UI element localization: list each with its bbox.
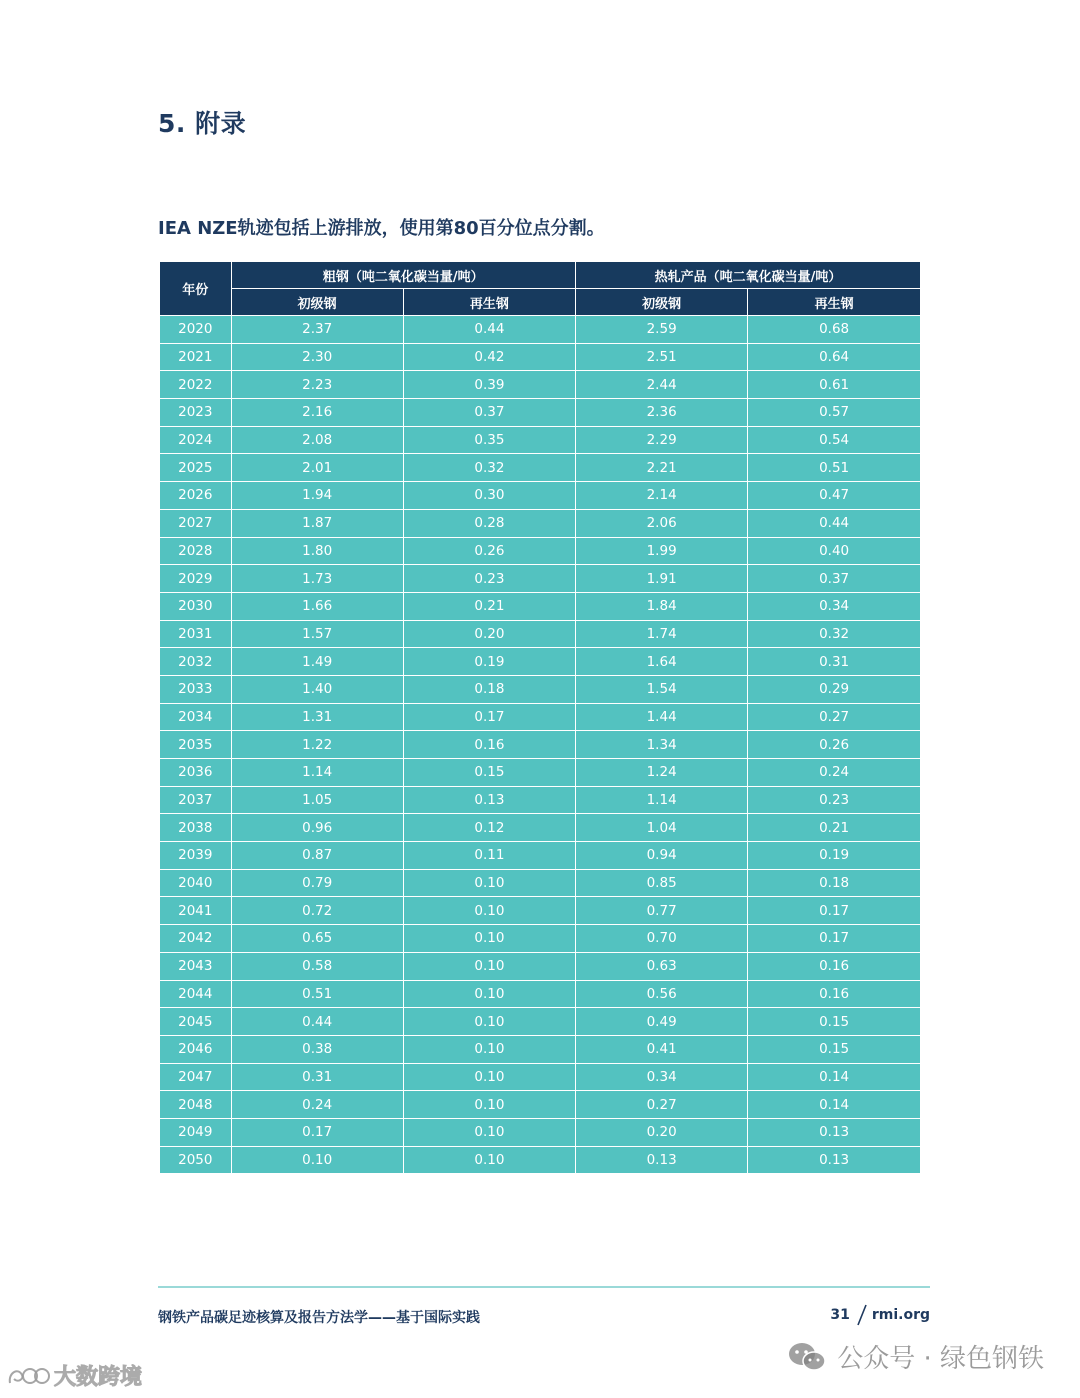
cell-hot-rolled-primary: 0.34 <box>576 1063 748 1091</box>
cell-hot-rolled-primary: 1.14 <box>576 786 748 814</box>
table-row <box>160 343 920 371</box>
section-title: 5. 附录 <box>158 109 247 138</box>
cell-crude-primary: 1.87 <box>231 509 403 537</box>
table-row <box>160 620 920 648</box>
cell-hot-rolled-secondary: 0.32 <box>748 620 920 648</box>
cell-hot-rolled-secondary: 0.19 <box>748 842 920 870</box>
cell-crude-secondary: 0.10 <box>403 869 575 897</box>
cell-crude-primary: 0.31 <box>231 1063 403 1091</box>
footer-divider <box>158 1286 930 1288</box>
cell-crude-primary: 2.30 <box>231 343 403 371</box>
cell-year: 2026 <box>160 482 231 510</box>
cell-year: 2027 <box>160 509 231 537</box>
cell-crude-primary: 1.57 <box>231 620 403 648</box>
cell-crude-secondary: 0.28 <box>403 509 575 537</box>
sub-header-hot-rolled-primary: 初级钢 <box>576 289 748 316</box>
sub-header-crude-primary: 初级钢 <box>231 289 403 316</box>
cell-hot-rolled-primary: 2.51 <box>576 343 748 371</box>
table-row <box>160 703 920 731</box>
table-row <box>160 1118 920 1146</box>
cell-crude-primary: 2.16 <box>231 399 403 427</box>
cell-year: 2045 <box>160 1008 231 1036</box>
table-row <box>160 509 920 537</box>
cell-hot-rolled-primary: 0.85 <box>576 869 748 897</box>
cell-hot-rolled-primary: 0.77 <box>576 897 748 925</box>
cell-year: 2024 <box>160 426 231 454</box>
cell-hot-rolled-secondary: 0.16 <box>748 952 920 980</box>
cell-hot-rolled-primary: 1.54 <box>576 675 748 703</box>
cell-year: 2029 <box>160 565 231 593</box>
cell-hot-rolled-primary: 2.44 <box>576 371 748 399</box>
wechat-account-text: 公众号 · 绿色钢铁 <box>837 1344 1044 1374</box>
brand-text: 大数跨境 <box>54 1365 143 1390</box>
cell-hot-rolled-primary: 2.06 <box>576 509 748 537</box>
cell-crude-secondary: 0.10 <box>403 1091 575 1119</box>
cell-year: 2021 <box>160 343 231 371</box>
table-row <box>160 869 920 897</box>
cell-year: 2042 <box>160 925 231 953</box>
footer-doc-title: 钢铁产品碳足迹核算及报告方法学——基于国际实践 <box>158 1310 480 1326</box>
cell-hot-rolled-primary: 0.20 <box>576 1118 748 1146</box>
cell-crude-secondary: 0.12 <box>403 814 575 842</box>
cell-crude-secondary: 0.20 <box>403 620 575 648</box>
cell-crude-secondary: 0.18 <box>403 675 575 703</box>
table-row <box>160 897 920 925</box>
cell-hot-rolled-primary: 2.36 <box>576 399 748 427</box>
cell-crude-primary: 0.38 <box>231 1035 403 1063</box>
cell-hot-rolled-primary: 1.64 <box>576 648 748 676</box>
brand-logo-icon <box>6 1363 50 1389</box>
cell-crude-secondary: 0.42 <box>403 343 575 371</box>
cell-crude-secondary: 0.10 <box>403 1008 575 1036</box>
cell-crude-primary: 2.23 <box>231 371 403 399</box>
cell-crude-primary: 0.24 <box>231 1091 403 1119</box>
cell-year: 2038 <box>160 814 231 842</box>
cell-crude-primary: 1.94 <box>231 482 403 510</box>
cell-hot-rolled-primary: 2.14 <box>576 482 748 510</box>
slash-divider-icon <box>856 1304 868 1326</box>
sub-header-hot-rolled-secondary: 再生钢 <box>748 289 920 316</box>
table-row <box>160 592 920 620</box>
cell-year: 2030 <box>160 592 231 620</box>
wechat-watermark <box>787 1338 1044 1375</box>
cell-hot-rolled-secondary: 0.31 <box>748 648 920 676</box>
cell-year: 2020 <box>160 316 231 344</box>
table-row <box>160 731 920 759</box>
table-row <box>160 814 920 842</box>
cell-hot-rolled-secondary: 0.61 <box>748 371 920 399</box>
cell-hot-rolled-secondary: 0.54 <box>748 426 920 454</box>
cell-hot-rolled-primary: 0.41 <box>576 1035 748 1063</box>
cell-hot-rolled-secondary: 0.29 <box>748 675 920 703</box>
cell-hot-rolled-secondary: 0.51 <box>748 454 920 482</box>
cell-hot-rolled-secondary: 0.68 <box>748 316 920 344</box>
table-row <box>160 399 920 427</box>
cell-crude-primary: 2.01 <box>231 454 403 482</box>
cell-crude-primary: 1.80 <box>231 537 403 565</box>
table-row <box>160 1035 920 1063</box>
table-row <box>160 1063 920 1091</box>
cell-hot-rolled-primary: 1.74 <box>576 620 748 648</box>
cell-year: 2048 <box>160 1091 231 1119</box>
cell-hot-rolled-primary: 2.29 <box>576 426 748 454</box>
cell-crude-primary: 0.17 <box>231 1118 403 1146</box>
cell-crude-primary: 1.31 <box>231 703 403 731</box>
footer-page-info <box>830 1304 930 1326</box>
cell-hot-rolled-primary: 0.63 <box>576 952 748 980</box>
cell-year: 2050 <box>160 1146 231 1173</box>
cell-year: 2037 <box>160 786 231 814</box>
cell-crude-secondary: 0.17 <box>403 703 575 731</box>
cell-crude-primary: 1.73 <box>231 565 403 593</box>
cell-year: 2047 <box>160 1063 231 1091</box>
cell-crude-primary: 1.66 <box>231 592 403 620</box>
cell-crude-secondary: 0.30 <box>403 482 575 510</box>
cell-year: 2039 <box>160 842 231 870</box>
cell-year: 2031 <box>160 620 231 648</box>
cell-crude-primary: 0.51 <box>231 980 403 1008</box>
cell-crude-secondary: 0.23 <box>403 565 575 593</box>
wechat-icon <box>787 1341 827 1373</box>
cell-crude-secondary: 0.10 <box>403 925 575 953</box>
table-row <box>160 482 920 510</box>
table-row <box>160 1146 920 1173</box>
cell-crude-primary: 1.40 <box>231 675 403 703</box>
cell-crude-primary: 0.44 <box>231 1008 403 1036</box>
table-row <box>160 537 920 565</box>
table-row <box>160 842 920 870</box>
cell-hot-rolled-primary: 1.91 <box>576 565 748 593</box>
cell-hot-rolled-primary: 0.94 <box>576 842 748 870</box>
cell-hot-rolled-secondary: 0.64 <box>748 343 920 371</box>
cell-hot-rolled-primary: 1.99 <box>576 537 748 565</box>
emissions-table <box>160 261 920 1173</box>
table-row <box>160 786 920 814</box>
cell-year: 2043 <box>160 952 231 980</box>
cell-hot-rolled-primary: 2.21 <box>576 454 748 482</box>
group-header-crude-steel: 粗钢（吨二氧化碳当量/吨） <box>231 262 575 289</box>
cell-hot-rolled-primary: 0.70 <box>576 925 748 953</box>
cell-hot-rolled-primary: 0.13 <box>576 1146 748 1173</box>
cell-hot-rolled-secondary: 0.34 <box>748 592 920 620</box>
cell-hot-rolled-secondary: 0.37 <box>748 565 920 593</box>
cell-year: 2034 <box>160 703 231 731</box>
cell-hot-rolled-primary: 1.44 <box>576 703 748 731</box>
cell-crude-primary: 1.22 <box>231 731 403 759</box>
table-row <box>160 565 920 593</box>
cell-hot-rolled-secondary: 0.15 <box>748 1035 920 1063</box>
cell-hot-rolled-secondary: 0.17 <box>748 897 920 925</box>
cell-hot-rolled-secondary: 0.13 <box>748 1118 920 1146</box>
table-row <box>160 759 920 787</box>
cell-crude-secondary: 0.11 <box>403 842 575 870</box>
cell-crude-secondary: 0.10 <box>403 1146 575 1173</box>
cell-year: 2040 <box>160 869 231 897</box>
cell-crude-primary: 0.72 <box>231 897 403 925</box>
table-row <box>160 952 920 980</box>
cell-crude-primary: 1.49 <box>231 648 403 676</box>
cell-crude-secondary: 0.21 <box>403 592 575 620</box>
cell-crude-secondary: 0.10 <box>403 1035 575 1063</box>
table-row <box>160 675 920 703</box>
cell-hot-rolled-secondary: 0.13 <box>748 1146 920 1173</box>
cell-crude-secondary: 0.26 <box>403 537 575 565</box>
cell-crude-secondary: 0.44 <box>403 316 575 344</box>
cell-crude-secondary: 0.10 <box>403 952 575 980</box>
cell-crude-primary: 1.14 <box>231 759 403 787</box>
page-number: 31 <box>830 1307 850 1323</box>
cell-crude-secondary: 0.19 <box>403 648 575 676</box>
table-row <box>160 925 920 953</box>
cell-hot-rolled-primary: 0.56 <box>576 980 748 1008</box>
cell-crude-primary: 0.10 <box>231 1146 403 1173</box>
cell-crude-primary: 0.96 <box>231 814 403 842</box>
sub-header-crude-secondary: 再生钢 <box>403 289 575 316</box>
table-row <box>160 454 920 482</box>
table-row <box>160 980 920 1008</box>
cell-hot-rolled-secondary: 0.44 <box>748 509 920 537</box>
cell-crude-secondary: 0.39 <box>403 371 575 399</box>
cell-hot-rolled-secondary: 0.27 <box>748 703 920 731</box>
cell-crude-primary: 0.79 <box>231 869 403 897</box>
cell-hot-rolled-secondary: 0.18 <box>748 869 920 897</box>
table-row <box>160 648 920 676</box>
cell-hot-rolled-secondary: 0.40 <box>748 537 920 565</box>
cell-year: 2025 <box>160 454 231 482</box>
cell-crude-secondary: 0.32 <box>403 454 575 482</box>
cell-year: 2028 <box>160 537 231 565</box>
cell-crude-primary: 2.37 <box>231 316 403 344</box>
cell-year: 2035 <box>160 731 231 759</box>
cell-year: 2049 <box>160 1118 231 1146</box>
table-row <box>160 316 920 344</box>
cell-crude-secondary: 0.13 <box>403 786 575 814</box>
cell-hot-rolled-primary: 1.24 <box>576 759 748 787</box>
cell-crude-secondary: 0.16 <box>403 731 575 759</box>
table-row <box>160 1091 920 1119</box>
table-row <box>160 426 920 454</box>
cell-year: 2044 <box>160 980 231 1008</box>
table-row <box>160 1008 920 1036</box>
cell-hot-rolled-secondary: 0.57 <box>748 399 920 427</box>
cell-crude-secondary: 0.35 <box>403 426 575 454</box>
cell-hot-rolled-primary: 2.59 <box>576 316 748 344</box>
cell-hot-rolled-secondary: 0.17 <box>748 925 920 953</box>
cell-hot-rolled-secondary: 0.47 <box>748 482 920 510</box>
cell-crude-primary: 2.08 <box>231 426 403 454</box>
cell-crude-secondary: 0.10 <box>403 1118 575 1146</box>
table-body <box>160 316 920 1174</box>
cell-hot-rolled-secondary: 0.14 <box>748 1063 920 1091</box>
table-caption: IEA NZE轨迹包括上游排放，使用第80百分位点分割。 <box>158 218 605 239</box>
cell-crude-primary: 1.05 <box>231 786 403 814</box>
cell-crude-primary: 0.65 <box>231 925 403 953</box>
cell-year: 2036 <box>160 759 231 787</box>
cell-hot-rolled-primary: 1.34 <box>576 731 748 759</box>
site-link[interactable]: rmi.org <box>871 1307 930 1323</box>
cell-hot-rolled-primary: 1.04 <box>576 814 748 842</box>
cell-hot-rolled-secondary: 0.24 <box>748 759 920 787</box>
brand-watermark <box>6 1360 142 1391</box>
cell-hot-rolled-secondary: 0.16 <box>748 980 920 1008</box>
cell-crude-primary: 0.58 <box>231 952 403 980</box>
cell-hot-rolled-secondary: 0.26 <box>748 731 920 759</box>
cell-year: 2023 <box>160 399 231 427</box>
cell-year: 2046 <box>160 1035 231 1063</box>
cell-year: 2041 <box>160 897 231 925</box>
cell-crude-secondary: 0.10 <box>403 1063 575 1091</box>
cell-hot-rolled-secondary: 0.14 <box>748 1091 920 1119</box>
cell-year: 2032 <box>160 648 231 676</box>
table-row <box>160 371 920 399</box>
cell-year: 2033 <box>160 675 231 703</box>
cell-hot-rolled-primary: 0.27 <box>576 1091 748 1119</box>
cell-hot-rolled-secondary: 0.21 <box>748 814 920 842</box>
cell-crude-secondary: 0.15 <box>403 759 575 787</box>
group-header-hot-rolled: 热轧产品（吨二氧化碳当量/吨） <box>576 262 920 289</box>
cell-crude-secondary: 0.37 <box>403 399 575 427</box>
cell-hot-rolled-primary: 0.49 <box>576 1008 748 1036</box>
year-header: 年份 <box>160 262 231 316</box>
cell-hot-rolled-secondary: 0.15 <box>748 1008 920 1036</box>
cell-crude-primary: 0.87 <box>231 842 403 870</box>
cell-hot-rolled-secondary: 0.23 <box>748 786 920 814</box>
cell-hot-rolled-primary: 1.84 <box>576 592 748 620</box>
cell-year: 2022 <box>160 371 231 399</box>
cell-crude-secondary: 0.10 <box>403 980 575 1008</box>
cell-crude-secondary: 0.10 <box>403 897 575 925</box>
